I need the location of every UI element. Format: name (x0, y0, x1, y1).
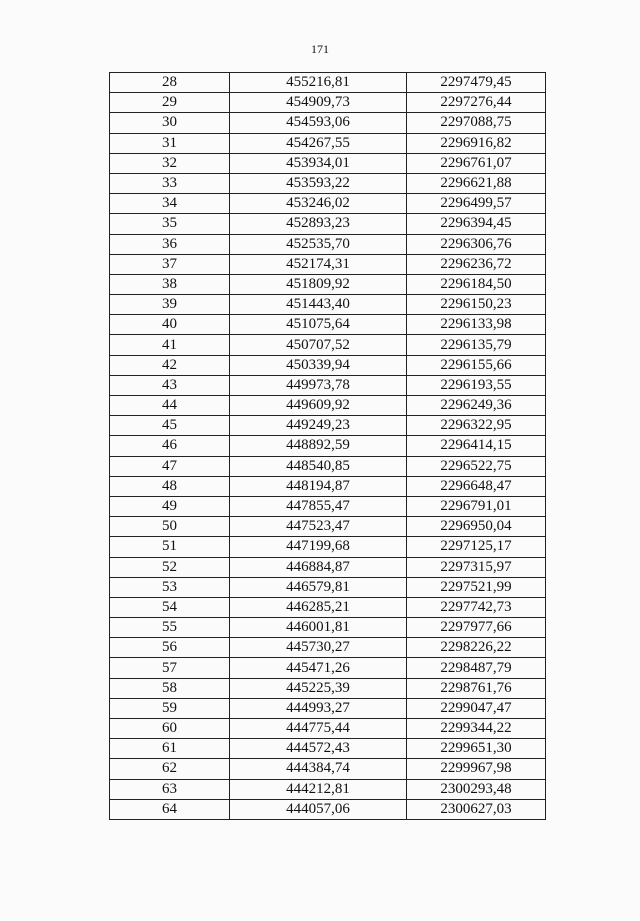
x-coordinate-cell: 448194,87 (230, 476, 407, 496)
table-body (110, 73, 546, 820)
y-coordinate-cell: 2297315,97 (407, 557, 546, 577)
x-coordinate-cell: 455216,81 (230, 73, 407, 93)
y-coordinate-cell: 2297088,75 (407, 113, 546, 133)
point-number-cell: 51 (110, 537, 230, 557)
point-number-cell: 59 (110, 698, 230, 718)
y-coordinate-cell: 2296950,04 (407, 517, 546, 537)
y-coordinate-cell: 2297479,45 (407, 73, 546, 93)
table-row (110, 799, 546, 819)
point-number-cell: 49 (110, 496, 230, 516)
table-row (110, 719, 546, 739)
point-number-cell: 29 (110, 93, 230, 113)
point-number-cell: 48 (110, 476, 230, 496)
table-row (110, 739, 546, 759)
table-row (110, 638, 546, 658)
table-row (110, 517, 546, 537)
y-coordinate-cell: 2296499,57 (407, 194, 546, 214)
y-coordinate-cell: 2299344,22 (407, 719, 546, 739)
point-number-cell: 56 (110, 638, 230, 658)
x-coordinate-cell: 449973,78 (230, 375, 407, 395)
x-coordinate-cell: 444384,74 (230, 759, 407, 779)
table-row (110, 274, 546, 294)
point-number-cell: 61 (110, 739, 230, 759)
table-row (110, 557, 546, 577)
y-coordinate-cell: 2299651,30 (407, 739, 546, 759)
y-coordinate-cell: 2299967,98 (407, 759, 546, 779)
table-row (110, 133, 546, 153)
x-coordinate-cell: 451809,92 (230, 274, 407, 294)
point-number-cell: 43 (110, 375, 230, 395)
x-coordinate-cell: 448540,85 (230, 456, 407, 476)
table-row (110, 476, 546, 496)
x-coordinate-cell: 450339,94 (230, 355, 407, 375)
table-row (110, 396, 546, 416)
y-coordinate-cell: 2296322,95 (407, 416, 546, 436)
x-coordinate-cell: 445730,27 (230, 638, 407, 658)
table-row (110, 194, 546, 214)
table-row (110, 658, 546, 678)
table-row (110, 456, 546, 476)
table-row (110, 779, 546, 799)
table-row (110, 335, 546, 355)
point-number-cell: 30 (110, 113, 230, 133)
point-number-cell: 36 (110, 234, 230, 254)
table-row (110, 153, 546, 173)
y-coordinate-cell: 2299047,47 (407, 698, 546, 718)
y-coordinate-cell: 2296916,82 (407, 133, 546, 153)
point-number-cell: 42 (110, 355, 230, 375)
table-row (110, 597, 546, 617)
y-coordinate-cell: 2296133,98 (407, 315, 546, 335)
point-number-cell: 57 (110, 658, 230, 678)
x-coordinate-cell: 449249,23 (230, 416, 407, 436)
x-coordinate-cell: 448892,59 (230, 436, 407, 456)
table-row (110, 375, 546, 395)
y-coordinate-cell: 2296306,76 (407, 234, 546, 254)
x-coordinate-cell: 451075,64 (230, 315, 407, 335)
point-number-cell: 41 (110, 335, 230, 355)
page-number: 171 (311, 42, 329, 56)
x-coordinate-cell: 444993,27 (230, 698, 407, 718)
table-row (110, 698, 546, 718)
x-coordinate-cell: 445225,39 (230, 678, 407, 698)
table-row (110, 416, 546, 436)
y-coordinate-cell: 2297742,73 (407, 597, 546, 617)
table-row (110, 173, 546, 193)
x-coordinate-cell: 454909,73 (230, 93, 407, 113)
point-number-cell: 58 (110, 678, 230, 698)
point-number-cell: 39 (110, 295, 230, 315)
y-coordinate-cell: 2296135,79 (407, 335, 546, 355)
x-coordinate-cell: 447523,47 (230, 517, 407, 537)
x-coordinate-cell: 445471,26 (230, 658, 407, 678)
y-coordinate-cell: 2296394,45 (407, 214, 546, 234)
y-coordinate-cell: 2298226,22 (407, 638, 546, 658)
y-coordinate-cell: 2296150,23 (407, 295, 546, 315)
point-number-cell: 46 (110, 436, 230, 456)
y-coordinate-cell: 2296193,55 (407, 375, 546, 395)
y-coordinate-cell: 2300293,48 (407, 779, 546, 799)
table-row (110, 93, 546, 113)
x-coordinate-cell: 449609,92 (230, 396, 407, 416)
x-coordinate-cell: 446579,81 (230, 577, 407, 597)
point-number-cell: 28 (110, 73, 230, 93)
point-number-cell: 50 (110, 517, 230, 537)
point-number-cell: 32 (110, 153, 230, 173)
point-number-cell: 54 (110, 597, 230, 617)
point-number-cell: 35 (110, 214, 230, 234)
point-number-cell: 31 (110, 133, 230, 153)
y-coordinate-cell: 2296184,50 (407, 274, 546, 294)
point-number-cell: 55 (110, 618, 230, 638)
x-coordinate-cell: 444775,44 (230, 719, 407, 739)
point-number-cell: 45 (110, 416, 230, 436)
x-coordinate-cell: 452535,70 (230, 234, 407, 254)
x-coordinate-cell: 451443,40 (230, 295, 407, 315)
table-row (110, 295, 546, 315)
point-number-cell: 62 (110, 759, 230, 779)
y-coordinate-cell: 2296414,15 (407, 436, 546, 456)
y-coordinate-cell: 2296155,66 (407, 355, 546, 375)
table-row (110, 315, 546, 335)
x-coordinate-cell: 446285,21 (230, 597, 407, 617)
table-row (110, 678, 546, 698)
y-coordinate-cell: 2296236,72 (407, 254, 546, 274)
x-coordinate-cell: 447855,47 (230, 496, 407, 516)
table-row (110, 113, 546, 133)
y-coordinate-cell: 2296761,07 (407, 153, 546, 173)
x-coordinate-cell: 446001,81 (230, 618, 407, 638)
table-row (110, 537, 546, 557)
x-coordinate-cell: 444212,81 (230, 779, 407, 799)
point-number-cell: 47 (110, 456, 230, 476)
table-row (110, 214, 546, 234)
y-coordinate-cell: 2297125,17 (407, 537, 546, 557)
table-row (110, 577, 546, 597)
y-coordinate-cell: 2297977,66 (407, 618, 546, 638)
x-coordinate-cell: 454593,06 (230, 113, 407, 133)
y-coordinate-cell: 2298487,79 (407, 658, 546, 678)
y-coordinate-cell: 2296522,75 (407, 456, 546, 476)
x-coordinate-cell: 447199,68 (230, 537, 407, 557)
table-row (110, 496, 546, 516)
point-number-cell: 64 (110, 799, 230, 819)
point-number-cell: 44 (110, 396, 230, 416)
point-number-cell: 38 (110, 274, 230, 294)
x-coordinate-cell: 453934,01 (230, 153, 407, 173)
point-number-cell: 37 (110, 254, 230, 274)
table-row (110, 355, 546, 375)
y-coordinate-cell: 2296648,47 (407, 476, 546, 496)
x-coordinate-cell: 453246,02 (230, 194, 407, 214)
y-coordinate-cell: 2296791,01 (407, 496, 546, 516)
point-number-cell: 40 (110, 315, 230, 335)
y-coordinate-cell: 2298761,76 (407, 678, 546, 698)
x-coordinate-cell: 444572,43 (230, 739, 407, 759)
table-row (110, 254, 546, 274)
y-coordinate-cell: 2297521,99 (407, 577, 546, 597)
y-coordinate-cell: 2300627,03 (407, 799, 546, 819)
x-coordinate-cell: 444057,06 (230, 799, 407, 819)
coordinates-table (109, 72, 546, 820)
x-coordinate-cell: 446884,87 (230, 557, 407, 577)
x-coordinate-cell: 452174,31 (230, 254, 407, 274)
point-number-cell: 53 (110, 577, 230, 597)
y-coordinate-cell: 2296621,88 (407, 173, 546, 193)
x-coordinate-cell: 450707,52 (230, 335, 407, 355)
table-row (110, 234, 546, 254)
x-coordinate-cell: 454267,55 (230, 133, 407, 153)
table-row (110, 759, 546, 779)
table-row (110, 436, 546, 456)
x-coordinate-cell: 452893,23 (230, 214, 407, 234)
point-number-cell: 60 (110, 719, 230, 739)
table-row (110, 73, 546, 93)
point-number-cell: 34 (110, 194, 230, 214)
point-number-cell: 63 (110, 779, 230, 799)
point-number-cell: 52 (110, 557, 230, 577)
y-coordinate-cell: 2297276,44 (407, 93, 546, 113)
x-coordinate-cell: 453593,22 (230, 173, 407, 193)
table-row (110, 618, 546, 638)
point-number-cell: 33 (110, 173, 230, 193)
y-coordinate-cell: 2296249,36 (407, 396, 546, 416)
